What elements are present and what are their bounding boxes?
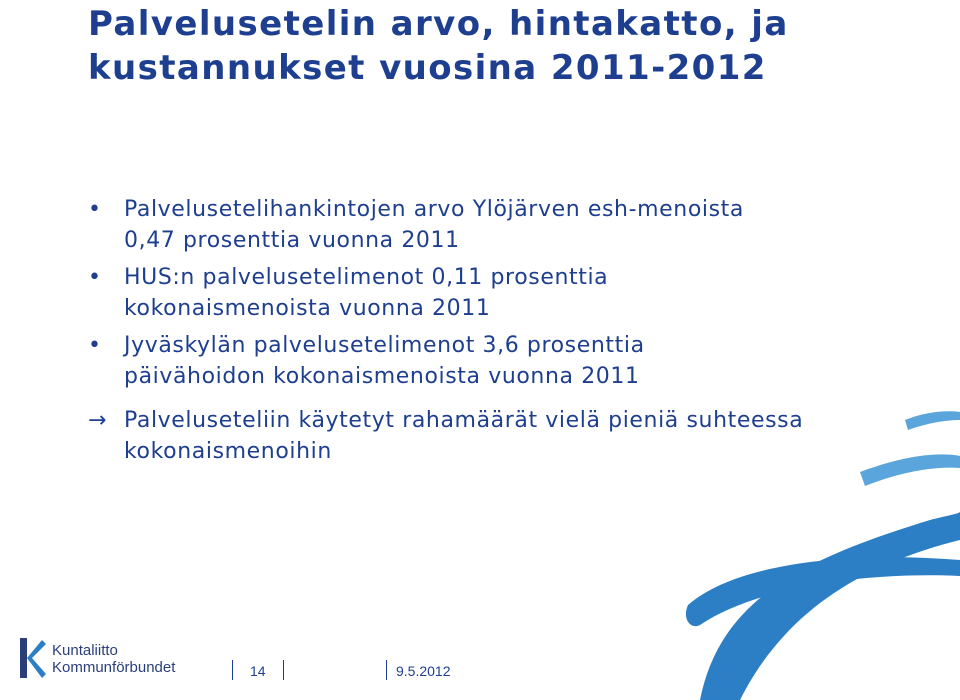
conclusion-text: Palveluseteliin käytetyt rahamäärät vielä pieniä suhteessa kokonaismenoihin [124,408,804,464]
logo-line-2: Kommunförbundet [52,659,176,676]
page-title: Palvelusetelin arvo, hintakatto, ja kustannukset vuosina 2011-2012 [88,4,789,88]
arrow-icon: → [88,408,108,433]
logo-text [52,642,175,676]
conclusion-item [88,405,808,467]
bullet-item [88,330,788,392]
logo-line-1: Kuntaliitto [52,642,118,659]
footer-divider [283,660,284,680]
bullet-text: HUS:n palvelusetelimenot 0,11 prosenttia kokonaismenoista vuonna 2011 [124,265,609,321]
kuntaliitto-logo-icon [18,636,48,680]
bullet-marker: • [88,197,102,222]
page-number: 14 [250,663,266,679]
bullet-text: Jyväskylän palvelusetelimenot 3,6 prosenttia päivähoidon kokonaismenoista vuonna 2011 [124,333,645,389]
bullet-marker: • [88,333,102,358]
bullet-item [88,262,788,324]
footer-divider [386,660,387,680]
bullet-text: Palvelusetelihankintojen arvo Ylöjärven esh-menoista 0,47 prosenttia vuonna 2011 [124,197,744,253]
kuntaliitto-logo [18,636,218,686]
bullet-item [88,194,788,256]
footer-date: 9.5.2012 [396,663,451,679]
footer-divider [232,660,233,680]
bullet-list [88,194,788,398]
bullet-marker: • [88,265,102,290]
